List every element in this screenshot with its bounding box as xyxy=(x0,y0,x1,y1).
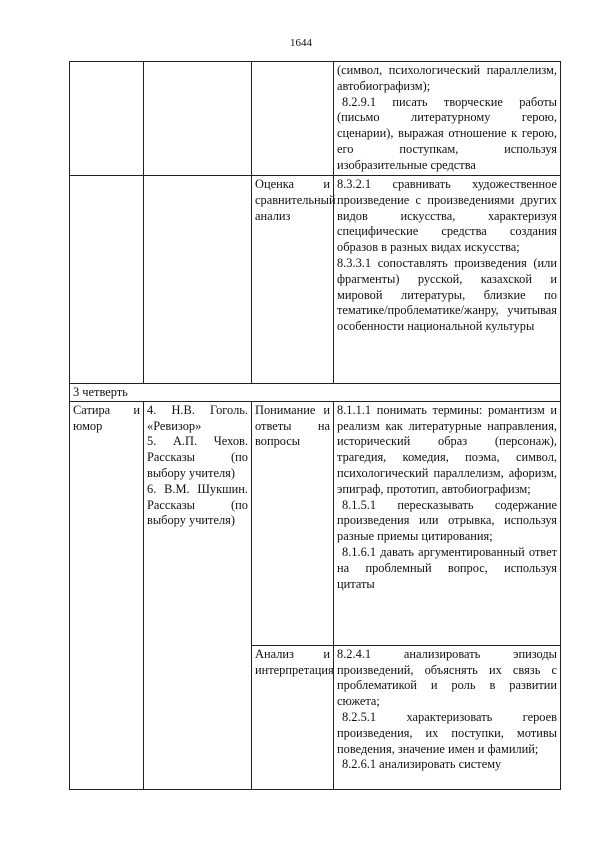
skill-cell xyxy=(252,62,334,176)
skill-cell: Анализ и интерпретация xyxy=(252,645,334,789)
table-row xyxy=(70,401,561,645)
lessons-cell xyxy=(144,401,252,789)
objectives-cell xyxy=(334,401,561,645)
skill-cell: Понимание и ответы на вопросы xyxy=(252,401,334,645)
skill-cell: Оценка и сравнительный анализ xyxy=(252,176,334,384)
objective-text: (символ, психологический параллелизм, автобиографизм); xyxy=(337,63,557,93)
lesson-item: 4. Н.В. Гоголь. «Ревизор» xyxy=(147,402,248,433)
objective-text: 8.2.6.1 анализировать систему xyxy=(342,757,502,772)
objective-text: 8.2.9.1 писать творческие работы (письмо литературному герою, сценарии), выражая отношение к герою, его поступкам, используя изобразительные средства xyxy=(337,94,557,172)
table-row xyxy=(70,62,561,176)
topic-cell xyxy=(70,62,144,176)
lessons-cell xyxy=(144,62,252,176)
objective-text: 8.1.1.1 понимать термины: романтизм и реализм как литературные направления, исторический образ (персонаж), трагедия, комедия, поэма, символ, психологический параллелизм, афоризм, эпиграф, прототип, автобиографизм; xyxy=(337,402,557,496)
quarter-row xyxy=(70,384,561,402)
table-row xyxy=(70,176,561,384)
page-number: 1644 xyxy=(290,37,312,49)
objective-text: 8.3.2.1 сравнивать художественное произведение с произведениями других видов искусства, характеризуя специфические средства создания образов в разных видах искусства; xyxy=(337,177,557,255)
objective-text: 8.3.3.1 сопоставлять произведения (или фрагменты) русской, казахской и мировой литературы, близкие по тематике/проблематике/жанру, учитывая особенности национальной культуры xyxy=(337,255,557,334)
objective-text: 8.1.5.1 пересказывать содержание произведения или отрывка, используя разные приемы цитирования; xyxy=(337,497,557,544)
objectives-cell xyxy=(334,645,561,789)
objective-text: 8.1.6.1 давать аргументированный ответ на проблемный вопрос, используя цитаты xyxy=(337,544,557,591)
objectives-cell xyxy=(334,176,561,384)
topic-cell xyxy=(70,176,144,384)
objective-text: 8.2.4.1 анализировать эпизоды произведений, объяснять их связь с проблематикой и роль в развитии сюжета; xyxy=(337,646,557,709)
lesson-item: 5. А.П. Чехов. Рассказы (по выбору учителя) xyxy=(147,434,248,480)
lessons-cell xyxy=(144,176,252,384)
objective-text: 8.2.5.1 характеризовать героев произведения, их поступки, мотивы поведения, значение имен и фамилий; xyxy=(337,709,557,756)
topic-cell: Сатира и юмор xyxy=(70,401,144,789)
curriculum-table xyxy=(69,61,561,790)
objectives-cell xyxy=(334,62,561,176)
lesson-item: 6. В.М. Шукшин. Рассказы (по выбору учителя) xyxy=(147,481,248,528)
quarter-label: 3 четверть xyxy=(70,384,561,402)
